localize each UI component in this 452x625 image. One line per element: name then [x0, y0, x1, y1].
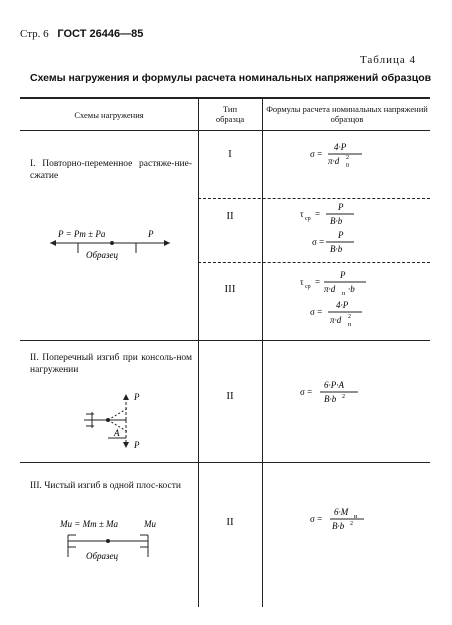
section-separator: [20, 462, 430, 463]
formula-cantilever: [300, 378, 380, 410]
svg-text:п: п: [342, 291, 346, 297]
cantilever-bending-diagram: [78, 388, 168, 452]
section-title-2: II. Поперечный изгиб при консоль-ном нагружении: [30, 353, 192, 375]
column-header-type: Тип образца: [215, 104, 245, 124]
svg-text:π·d: π·d: [324, 284, 336, 294]
type-label: II: [226, 210, 234, 222]
section-title-1: I. Повторно-переменное растяже-ние-сжатие: [30, 159, 192, 181]
svg-text:и: и: [354, 514, 358, 520]
section-title-3: III. Чистый изгиб в одной плос-кости: [30, 481, 181, 491]
svg-text:п: п: [348, 322, 352, 328]
svg-text:B·b: B·b: [324, 394, 337, 404]
formula-shear-III: [300, 268, 390, 332]
svg-text:2: 2: [348, 314, 351, 320]
svg-text:4·P: 4·P: [336, 300, 349, 310]
type-label: I: [228, 148, 232, 160]
type-label: III: [224, 283, 236, 295]
page-header: [20, 28, 143, 40]
svg-text:ср: ср: [305, 216, 311, 222]
formula-shear-II: [300, 200, 380, 260]
row-separator: [198, 198, 430, 199]
row-separator: [198, 262, 430, 263]
svg-text:4·P: 4·P: [334, 142, 347, 152]
formula-pure-bending: [310, 505, 380, 537]
type-label: II: [226, 390, 234, 402]
svg-text:2: 2: [346, 155, 349, 161]
svg-text:τ: τ: [300, 209, 304, 219]
header-bottom-border: [20, 130, 430, 131]
svg-text:=: =: [315, 209, 321, 219]
load-label-left: P = Pm ± Pa: [58, 229, 106, 239]
svg-text:σ =: σ =: [310, 149, 323, 159]
svg-text:2: 2: [342, 394, 345, 400]
arm-label: A: [114, 428, 120, 438]
svg-text:π·d: π·d: [328, 156, 340, 166]
specimen-label: Образец: [86, 551, 119, 561]
svg-text:6·M: 6·M: [334, 507, 349, 517]
table-title: Схемы нагружения и формулы расчета номинальных напряжений образцов: [30, 72, 432, 84]
type-label: II: [226, 516, 234, 528]
tension-compression-diagram: [40, 225, 180, 265]
svg-text:σ =: σ =: [300, 387, 313, 397]
svg-text:σ =: σ =: [310, 514, 323, 524]
force-label-down: P: [134, 440, 140, 450]
svg-text:ср: ср: [305, 284, 311, 290]
column-divider: [262, 97, 263, 607]
svg-text:6·P·A: 6·P·A: [324, 380, 344, 390]
force-label-up: P: [134, 392, 140, 402]
svg-text:σ =: σ =: [310, 307, 323, 317]
svg-text:B·b: B·b: [332, 521, 345, 531]
column-header-formulas: Формулы расчета номинальных напряжений образцов: [266, 104, 428, 124]
moment-label-left: Mи = Mm ± Ma: [60, 519, 119, 529]
pure-bending-diagram: [48, 515, 178, 565]
svg-text:P: P: [338, 230, 344, 240]
section-separator: [20, 340, 430, 341]
table-number: Таблица 4: [359, 54, 416, 66]
svg-text:0: 0: [346, 163, 349, 169]
svg-text:π·d: π·d: [330, 315, 342, 325]
svg-text:=: =: [315, 277, 321, 287]
svg-text:P: P: [340, 270, 346, 280]
svg-text:B·b: B·b: [330, 244, 343, 254]
svg-text:P: P: [338, 202, 344, 212]
svg-text:σ =: σ =: [312, 237, 325, 247]
moment-label-right: Mи: [144, 519, 156, 529]
svg-text:2: 2: [350, 521, 353, 527]
svg-text:B·b: B·b: [330, 216, 343, 226]
load-label-right: P: [148, 229, 154, 239]
svg-text:τ: τ: [300, 277, 304, 287]
formula-sigma-I: [310, 140, 370, 170]
table-top-border: [20, 97, 430, 99]
gost-code: ГОСТ 26446—85: [57, 28, 144, 40]
column-header-schemes: Схемы нагружения: [74, 110, 144, 120]
specimen-label: Образец: [86, 250, 119, 260]
page-label: Стр. 6: [20, 28, 49, 40]
svg-text:·b: ·b: [348, 284, 355, 294]
column-divider: [198, 97, 199, 607]
